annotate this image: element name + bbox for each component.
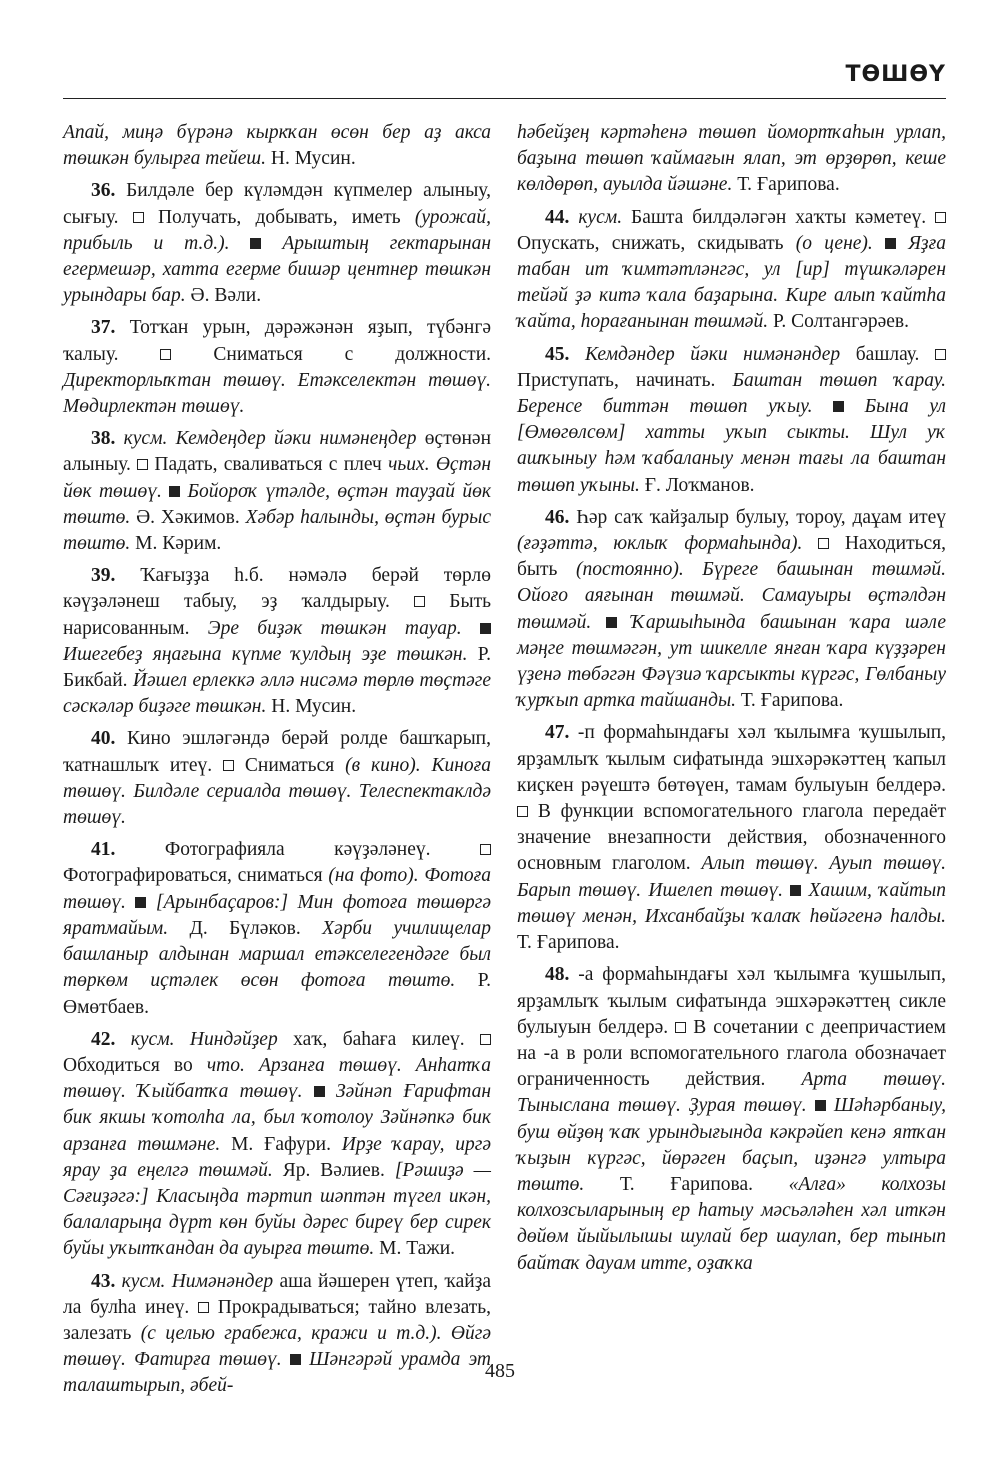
entry-47: 47. -п формаһындағы хәл ҡылымға ҡушылып, ярҙамлыҡ ҡылым сифатында эшхәрәкәттең ҡапыл киҫкен рәүештә бөтөүен, тамам булыуын белдерә. В функции вспомогательного глагола передаёт значение внезапности действия, обозначенного основным глаголом. Алып төшөү. Ауып төшөү. Барып төшөү. Ишелеп төшөү. Хашим, ҡайтып төшөү менән, Ихсанбайҙы ҡалаҡ һөйәгенә һалды. Т. Ғарипова. xyxy=(517,722,947,954)
example-marker-icon xyxy=(250,238,261,249)
entry-continuation: Апай, миңә бүрәнә кыркҡан өсөн бер аҙ акса төшкән булырға тейеш. Н. Мусин. xyxy=(63,122,491,170)
entry-37: 37. Тотҡан урын, дәрәжәнән яҙып, түбәнгә ҡалыу. Сниматься с должности. Директорлыҡтан төшөү. Етәкселектән төшөү. Мөдирлектән төшөү. xyxy=(63,317,492,418)
russian-marker-icon xyxy=(517,806,528,817)
russian-marker-icon xyxy=(133,212,144,223)
example-marker-icon xyxy=(169,486,180,497)
russian-marker-icon xyxy=(480,1034,491,1045)
entry-43: 43. кусм. Нимәнәндер аша йәшерен үтеп, ҡайҙа ла булһа инеү. Прокрадываться; тайно влезать, залезать (с целью грабежа, кражи и т.д.). Өйгә төшөү. Фатирға төшөү. Шәнгәрәй урамда эт талаштырып, әбей- xyxy=(63,1270,492,1397)
entry-39: 39. Ҡағыҙҙа һ.б. нәмәлә берәй төрлө кәүҙәләнеш табыу, эҙ ҡалдырыу. Быть нарисованным. Эре биҙәк төшкән тауар. Ишегебеҙ яңағына күпме ҡулдың эҙе төшкән. Р. Бикбай. Йәшел ерлеккә әллә нисәмә төрлө төҫтәге сәскәләр биҙәге төшкән. Н. Мусин. xyxy=(63,565,492,718)
left-column xyxy=(63,120,491,1406)
russian-marker-icon xyxy=(818,538,829,549)
entry-40: 40. Кино эшләгәндә берәй ролде башҡарып, ҡатнашлыҡ итеү. Сниматься (в кино). Киноға төшөү. Билдәле сериалда төшөү. Телеспектаклдә төшөү. xyxy=(63,728,492,829)
entry-41: 41. Фотографияла кәүҙәләнеү. Фотографироваться, сниматься (на фото). Фотоға төшөү. [Арынбаҫаров:] Мин фотоға төшөргә яратмайым. Д. Бүләков. Хәрби училищелар башланыр алдынан маршал етәкселегендәге был төркөм иҫтәлек өсөн фотоға төштө. Р. Өмөтбаев. xyxy=(63,839,492,1018)
example-marker-icon xyxy=(480,623,491,634)
entry-46: 46. Һәр саҡ ҡайҙалыр булыу, тороу, даұам итеү (ғәҙәттә, юклыҡ формаһында). Находиться, быть (постоянно). Бүреге башынан төшмәй. Ойоғо аяғынан төшмәй. Самауыры өҫтәлдән төшмәй. Ҡаршыһында башынан ҡара шәле мәңге төшмәгән, ут шикелле янған ҡара күҙҙәрен үҙенә төбәгән Фәүзиә ҡарсыкты күргәс, Гөлбаныу ҡурҡып артка тайшанды. Т. Ғарипова. xyxy=(517,506,947,712)
example-marker-icon xyxy=(790,885,801,896)
right-column xyxy=(517,120,946,1283)
example-marker-icon xyxy=(606,617,617,628)
russian-marker-icon xyxy=(160,349,171,360)
page-header xyxy=(63,60,946,99)
example-marker-icon xyxy=(135,897,146,908)
russian-marker-icon xyxy=(480,844,491,855)
russian-marker-icon xyxy=(223,760,234,771)
page-number: 485 xyxy=(485,1360,515,1382)
example-marker-icon xyxy=(833,401,844,412)
entry-continuation: һәбейҙең кәртәһенә төшөп йомортҡаһын урлап, баҙына төшөп ҡаймағын ялап, эт өрҙөрөп, кеше көлдөрөп, ауылда йәшәне. Т. Ғарипова. xyxy=(517,122,946,196)
entry-48: 48. -а формаһындағы хәл ҡылымға ҡушылып, ярҙамлыҡ ҡылым сифатында эшхәрәкәттең сикле булыуын белдерә. В сочетании с деепричастием на -а в роли вспомогательного глагола обозначает ограниченность действия. Арта төшөү. Тыныслана төшөү. Ҙурая төшөү. Шәһәрбаныу, буш өйҙөң ҡаҡ урындығында кәкрәйеп кенә ятҡан ҡыҙын күргәс, йөрәген баҫып, иҙәнгә ултыра төштө. Т. Ғарипова. «Алға» колхозы колхозсыларының ер һатыу мәсьәләһен хәл иткән дөйөм йыйылышы шулай бер шаулап, бер тынып байтаҡ дауам итте, оҙаҡка xyxy=(517,964,947,1274)
example-marker-icon xyxy=(314,1086,325,1097)
russian-marker-icon xyxy=(935,349,946,360)
running-head-title: ТӨШӨҮ xyxy=(845,62,946,87)
entry-36: 36. Билдәле бер күләмдән күпмелер алыныу, сығыу. Получать, добывать, иметь (урожай, прибыль и т.д.). Арыштың гектарынан егермешәр, хатта егерме бишәр центнер төшкән урындары бар. Ә. Вәли. xyxy=(63,180,492,307)
russian-marker-icon xyxy=(414,596,425,607)
entry-44: 44. кусм. Башта билдәләгән хаҡты кәметеү. Опускать, снижать, скидывать (о цене). Яҙға табан ит ҡимmәтләнгәс, ул [ир] түшкәләрен тейәй ҙә китә ҡала баҙарына. Кире алып ҡайтһа ҡайта, һорағанынан төшмәй. Р. Солтангәрәев. xyxy=(517,206,946,333)
entry-45: 45. Кемдәндер йәки нимәнәндер башлау. Приступать, начинать. Баштан төшөп ҡарау. Беренсе биттән төшөп уҡыу. Бына ул [Өмөгөлсөм] хатты уҡып сыкты. Шул уҡ ашҡыныу һәм ҡабаланыу менән тағы ла баштан төшөп уҡыны. Ғ. Лоҡманов. xyxy=(517,343,946,496)
entry-42: 42. кусм. Ниндәйҙер хаҡ, баһаға килеү. Обходиться во что. Арзанға төшөү. Анһатҡа төшөү. Ҡыйбатҡа төшөү. Зәйнәп Ғарифтан бик якшы ҡотолһа ла, был ҡотолоу Зәйнәпкә бик арзанға төшмәне. М. Ғафури. Ирҙе ҡарау, иргә ярау ҙа еңелгә төшмәй. Яр. Вәлиев. [Рәшиҙә — Сәғиҙәгә:] Класыңда тәртип шәптән түгел икән, балаларыңа дүрт көн буйы дәрес биреү бер сирек буйы уҡытҡандан да ауырға төштө. М. Тажи. xyxy=(63,1028,492,1260)
entry-38: 38. кусм. Кемдеңдер йәки нимәнеңдер өҫтөнән алыныу. Падать, сваливаться с плеч чьих. Өҫтән йөк төшөү. Бойороҡ үтәлде, өҫтән тауҙай йөк төштө. Ә. Хәкимов. Хәбәр һалынды, өҫтән бурыс төштө. М. Кәрим. xyxy=(63,428,491,555)
example-marker-icon xyxy=(885,238,896,249)
russian-marker-icon xyxy=(137,459,148,470)
russian-marker-icon xyxy=(675,1022,686,1033)
russian-marker-icon xyxy=(198,1302,209,1313)
russian-marker-icon xyxy=(935,212,946,223)
example-marker-icon xyxy=(815,1100,826,1111)
